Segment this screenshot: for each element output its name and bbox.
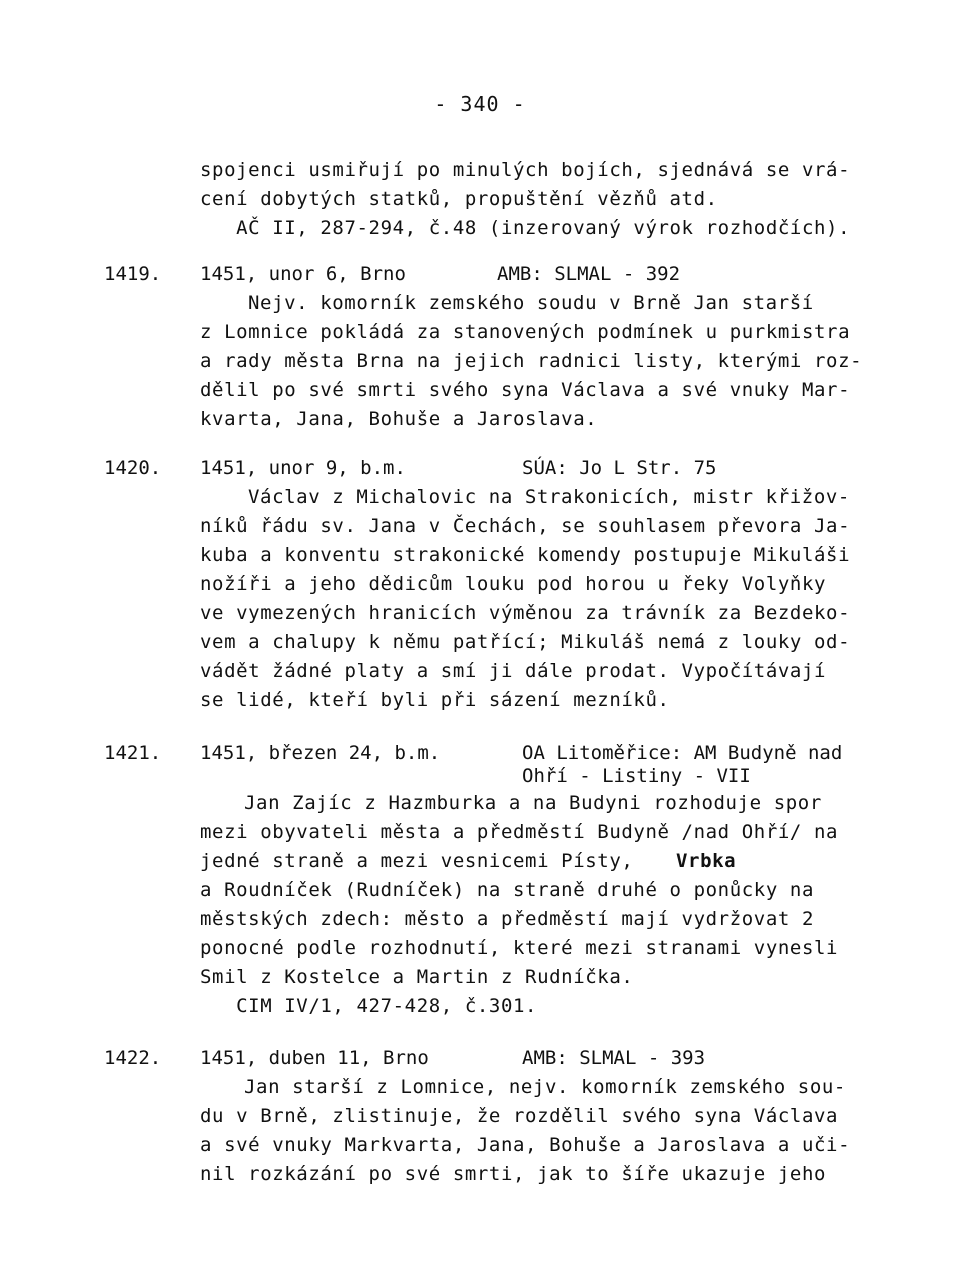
intro-citation: AČ II, 287-294, č.48 (inzerovaný výrok rozhodčích). [200,217,851,239]
page-number: - 340 - [434,92,526,116]
entry-number: 1420. [104,457,162,479]
entry-citation: CIM IV/1, 427-428, č.301. [200,995,538,1017]
entry-number: 1419. [104,263,162,285]
entry-text-line: kvarta, Jana, Bohuše a Jaroslava. [200,408,598,430]
entry-text-line: nil rozkázání po své smrti, jak to šíře ukazuje jeho [200,1163,827,1185]
entry-text-line: a své vnuky Markvarta, Jana, Bohuše a Jaroslava a uči- [200,1134,851,1156]
entry-text-line: Smil z Kostelce a Martin z Rudníčka. [200,966,634,988]
entry-text-line: Nejv. komorník zemského soudu v Brně Jan starší [248,292,814,314]
entry-date: 1451, březen 24, b.m. [200,742,441,764]
entry-archive-continued: Ohří - Listiny - VII [522,765,751,787]
entry-text-line: jedné straně a mezi vesnicemi Písty, [200,850,634,872]
entry-text-line: městských zdech: město a předměstí mají vydržovat 2 [200,908,814,930]
entry-text-line: a Roudníček (Rudníček) na straně druhé o ponůcky na [200,879,814,901]
entry-text-line: Václav z Michalovic na Strakonicích, mistr křižov- [248,486,850,508]
entry-text-line: ve vymezených hranicích výměnou za trávník za Bezdeko- [200,602,851,624]
entry-text-line: kuba a konventu strakonické komendy postupuje Mikuláši [200,544,851,566]
entry-date: 1451, unor 6, Brno [200,263,406,285]
entry-text-line: se lidé, kteří byli při sázení mezníků. [200,689,670,711]
entry-archive: SÚA: Jo L Str. 75 [522,457,717,479]
entry-text-line: vádět žádné platy a smí ji dále prodat. Vypočítávají [200,660,827,682]
entry-date: 1451, unor 9, b.m. [200,457,406,479]
entry-archive: AMB: SLMAL - 392 [497,263,681,285]
entry-text-line: nožíři a jeho dědicům louku pod horou u řeky Volyňky [200,573,827,595]
entry-number: 1421. [104,742,162,764]
entry-number: 1422. [104,1047,162,1069]
entry-text-line: du v Brně, zlistinuje, že rozdělil svého syna Václava [200,1105,839,1127]
entry-date: 1451, duben 11, Brno [200,1047,429,1069]
entry-text-line: vem a chalupy k němu patřící; Mikuláš nemá z louky od- [200,631,851,653]
entry-archive: OA Litoměřice: AM Budyně nad [522,742,843,764]
entry-text-line: z Lomnice pokládá za stanovených podmínek u purkmistra [200,321,851,343]
intro-line: cení dobytých statků, propuštění vězňů atd. [200,188,718,210]
entry-text-line: mezi obyvateli města a předměstí Budyně /nad Ohří/ na [200,821,839,843]
entry-inline-word: Vrbka [676,850,737,872]
entry-text-line: dělil po své smrti svého syna Václava a své vnuky Mar- [200,379,851,401]
entry-archive: AMB: SLMAL - 393 [522,1047,706,1069]
entry-text-line: a rady města Brna na jejich radnici listy, kterými roz- [200,350,863,372]
entry-text-line: Jan starší z Lomnice, nejv. komorník zemského sou- [244,1076,846,1098]
entry-text-line: ponocné podle rozhodnutí, které mezi stranami vynesli [200,937,839,959]
intro-line: spojenci usmiřují po minulých bojích, sjednává se vrá- [200,159,851,181]
entry-text-line: níků řádu sv. Jana v Čechách, se souhlasem převora Ja- [200,515,851,537]
entry-text-line: Jan Zajíc z Hazmburka a na Budyni rozhoduje spor [244,792,822,814]
